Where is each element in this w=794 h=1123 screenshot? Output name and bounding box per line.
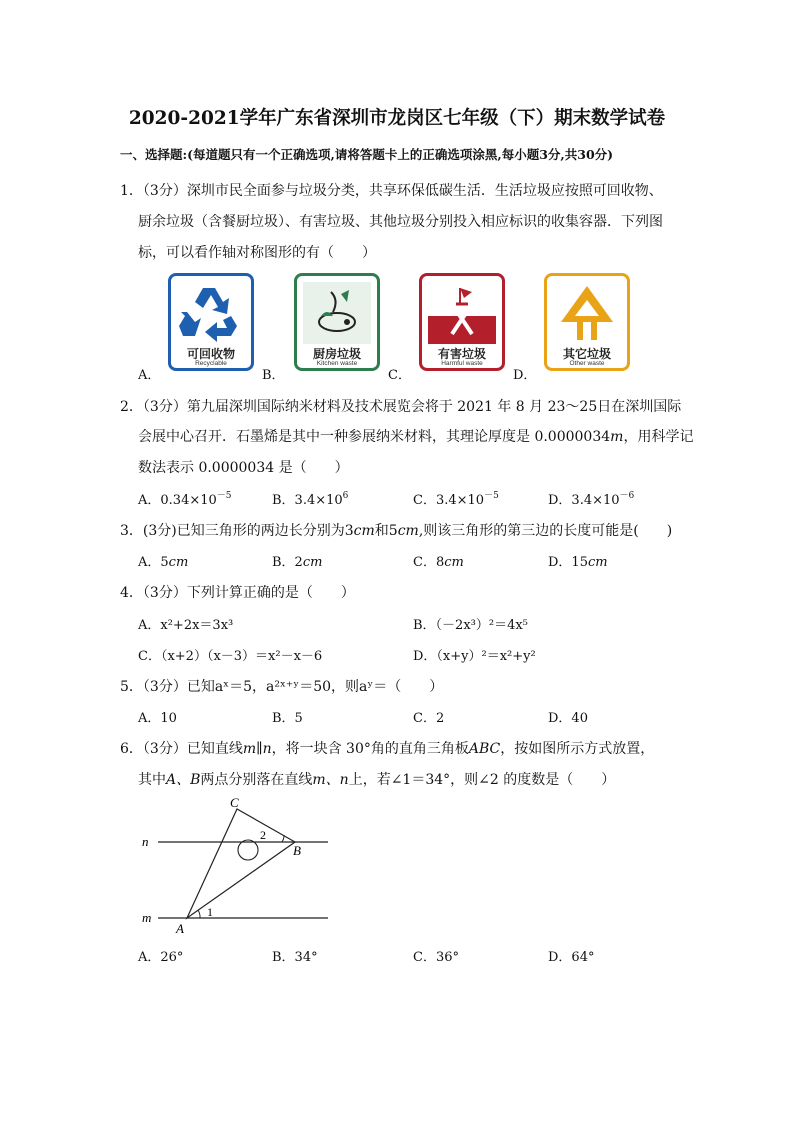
- sign-kitchen-waste: [294, 273, 380, 371]
- triangle-abc: [187, 809, 295, 918]
- q3-text-b: 和5: [374, 523, 398, 539]
- sign-label-cn: 厨房垃圾: [312, 347, 361, 361]
- q2-c-base: C．3.4×10: [413, 493, 485, 508]
- label-c: C: [230, 795, 239, 810]
- q2-option-d: [548, 489, 634, 508]
- sign-recyclable: [168, 273, 254, 371]
- q5-option-d: D．40: [548, 711, 588, 726]
- q3-d-unit: cm: [587, 555, 608, 570]
- q6-option-c: C．36°: [413, 950, 459, 965]
- q2-option-b: [272, 489, 348, 508]
- sign-harmful-waste: [419, 273, 505, 371]
- q3-c-unit: cm: [444, 555, 464, 570]
- q2-unit: m: [610, 429, 624, 445]
- q3-option-b: [272, 551, 322, 570]
- label-m: m: [142, 910, 152, 925]
- sign-label-cn: 可回收物: [186, 347, 235, 361]
- q5-option-b: B．5: [272, 711, 303, 726]
- q2-option-c: [413, 489, 499, 508]
- sign-other-waste: [544, 273, 630, 371]
- q2-b-base: B．3.4×10: [272, 493, 343, 508]
- q3-option-c: [413, 551, 464, 570]
- q5-line-1: 5．（3分）已知aˣ＝5，a²ˣ⁺ʸ＝50，则aʸ＝（ ）: [120, 679, 444, 695]
- q6-text-a: 6．（3分）已知直线: [120, 741, 243, 757]
- q3-b: B．2: [272, 555, 303, 570]
- angle-2-arc: [282, 835, 284, 842]
- sign-label-en: Harmful waste: [441, 360, 483, 367]
- q3-a: A．5: [138, 555, 169, 570]
- q6-figure: [130, 795, 340, 940]
- q2-d-exp: －6: [619, 491, 635, 501]
- angle-1-arc: [198, 910, 200, 918]
- q6-line-1: [120, 738, 654, 758]
- q2-a-base: A．0.34×10: [138, 493, 217, 508]
- q3-option-d: [548, 551, 608, 570]
- q3-text-a: 3．(3分)已知三角形的两边长分别为3: [120, 523, 354, 539]
- q1-line-1: 1．（3分）深圳市民全面参与垃圾分类，共享环保低碳生活．生活垃圾应按照可回收物、: [120, 183, 663, 199]
- q6-line-2: [138, 769, 615, 789]
- q6-option-a: A．26°: [138, 950, 184, 965]
- label-angle-1: 1: [207, 905, 213, 919]
- q5-option-a: A．10: [138, 711, 177, 726]
- q2-text: 会展中心召开．石墨烯是其中一种参展纳米材料，其理论厚度是 0.0000034: [138, 429, 611, 445]
- q2-option-a: [138, 489, 232, 508]
- q2-b-exp: 6: [342, 491, 349, 501]
- q1-option-b: B．: [262, 368, 285, 383]
- section-heading: 一、选择题:(每道题只有一个正确选项,请将答题卡上的正确选项涂黑,每小题3分,共30分): [120, 147, 614, 162]
- q1-option-c: C．: [388, 368, 411, 383]
- q3-unit-2: cm: [397, 523, 419, 539]
- q6-option-b: B．34°: [272, 950, 318, 965]
- q1-option-d: D．: [513, 368, 537, 383]
- q2-line-3: 数法表示 0.0000034 是（ ）: [138, 460, 349, 476]
- q6-mn2: m、n: [312, 772, 349, 788]
- q3-b-unit: cm: [302, 555, 323, 570]
- q6-text-e: 两点分别落在直线: [200, 772, 313, 788]
- page-title: 2020-2021学年广东省深圳市龙岗区七年级（下）期末数学试卷: [128, 108, 666, 129]
- q6-abc: ABC: [468, 741, 501, 757]
- q6-text-d: 其中: [138, 772, 166, 788]
- q3-d: D．15: [548, 555, 588, 570]
- q6-text-c: ，按如图所示方式放置，: [500, 741, 655, 757]
- q6-ab: A、B: [166, 772, 201, 788]
- q1-line-2: 厨余垃圾（含餐厨垃圾）、有害垃圾、其他垃圾分别投入相应标识的收集容器．下列图: [138, 214, 663, 230]
- q4-option-a: A．x²+2x＝3x³: [138, 618, 234, 633]
- q2-line-2: [138, 426, 693, 446]
- q1-line-3: 标，可以看作轴对称图形的有（ ）: [138, 245, 376, 261]
- triangle-hole: [238, 840, 258, 860]
- q2-a-exp: －5: [216, 491, 232, 501]
- sign-label-cn: 其它垃圾: [562, 347, 611, 361]
- q2-line-1: 2．（3分）第九届深圳国际纳米材料及技术展览会将于 2021 年 8 月 23～25日在深圳国际: [120, 399, 682, 415]
- q3-option-a: [138, 551, 188, 570]
- q6-text-b: ，将一块含 30°角的直角三角板: [271, 741, 469, 757]
- sign-label-en: Recyclable: [195, 360, 227, 367]
- q2-text-2: ，用科学记: [623, 429, 694, 445]
- q4-line-1: 4．（3分）下列计算正确的是（ ）: [120, 585, 355, 601]
- label-b: B: [293, 843, 301, 858]
- q5-option-c: C．2: [413, 711, 445, 726]
- q6-option-d: D．64°: [548, 950, 595, 965]
- sign-label-en: Kitchen waste: [316, 360, 358, 367]
- q6-text-f: 上，若∠1＝34°，则∠2 的度数是（ ）: [348, 772, 616, 788]
- q3-a-unit: cm: [168, 555, 189, 570]
- other-waste-icon: [553, 282, 621, 344]
- hazard-icon: [428, 282, 496, 344]
- q3-text-c: ,则该三角形的第三边的长度可能是( ): [418, 523, 673, 539]
- food-waste-icon: [303, 282, 371, 344]
- q4-option-b: B．（－2x³）²＝4x⁵: [413, 618, 528, 633]
- q2-c-exp: －5: [484, 491, 499, 501]
- sign-label-cn: 有害垃圾: [437, 347, 486, 361]
- q4-option-c: C．（x+2）（x－3）＝x²－x－6: [138, 649, 323, 664]
- q4-option-d: D．（x+y）²＝x²+y²: [413, 649, 536, 664]
- q3-line-1: [120, 520, 672, 540]
- q2-d-base: D．3.4×10: [548, 493, 620, 508]
- sign-label-en: Other waste: [569, 360, 605, 367]
- label-angle-2: 2: [260, 828, 266, 842]
- q6-mn: m∥n: [242, 741, 272, 757]
- recycle-icon: [177, 282, 245, 344]
- q3-unit-1: cm: [353, 523, 375, 539]
- q3-c: C．8: [413, 555, 445, 570]
- q1-option-a: A．: [138, 368, 161, 383]
- label-a: A: [176, 921, 184, 936]
- label-n: n: [142, 834, 149, 849]
